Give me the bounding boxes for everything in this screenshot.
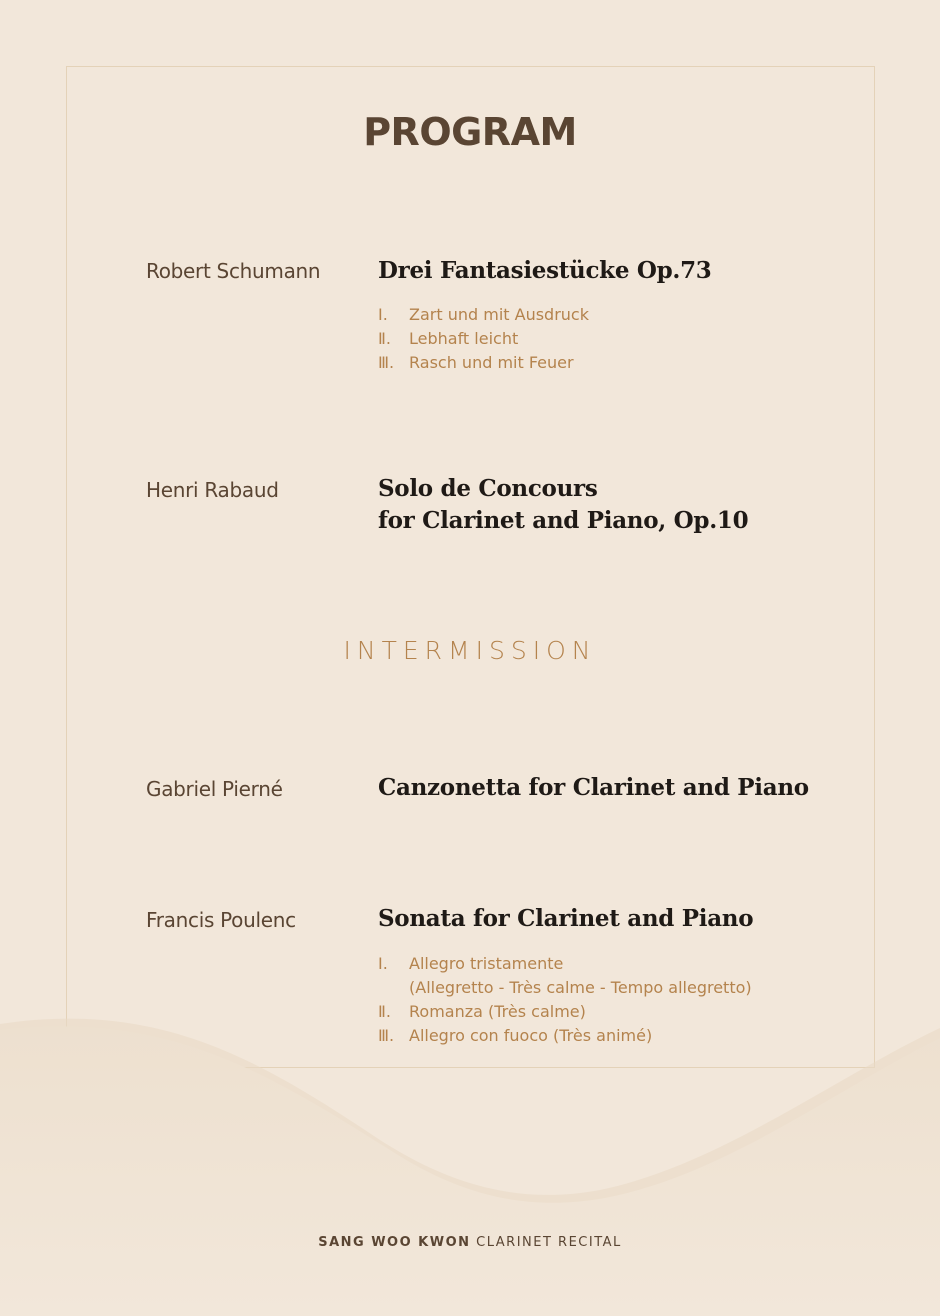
composer-name: Robert Schumann [146,259,321,283]
performer-name: SANG WOO KWON [318,1235,471,1250]
movement-item: Ⅰ. Allegro tristamente [378,954,564,973]
movement-item: Ⅲ. Rasch und mit Feuer [378,353,574,372]
movement-item: Ⅱ. Romanza (Très calme) [378,1002,586,1021]
work-title: Sonata for Clarinet and Piano [378,905,754,932]
movement-item: Ⅲ. Allegro con fuoco (Très animé) [378,1026,653,1045]
movement-list [378,952,752,1048]
work-title: Drei Fantasiestücke Op.73 [378,257,712,284]
intermission-label: INTERMISSION [343,636,597,665]
movement-item: Ⅰ. Zart und mit Ausdruck [378,305,589,324]
work-title: Solo de Concours for Clarinet and Piano, Op.10 [378,475,749,534]
composer-name: Francis Poulenc [146,908,296,932]
page-title: PROGRAM [363,110,577,154]
movement-item: (Allegretto - Très calme - Tempo allegretto) [409,978,752,997]
movement-list [378,303,589,375]
movement-item: Ⅱ. Lebhaft leicht [378,329,519,348]
work-title: Canzonetta for Clarinet and Piano [378,774,809,801]
composer-name: Gabriel Pierné [146,777,283,801]
event-name: CLARINET RECITAL [476,1235,622,1250]
footer [0,1235,940,1250]
composer-name: Henri Rabaud [146,478,279,502]
